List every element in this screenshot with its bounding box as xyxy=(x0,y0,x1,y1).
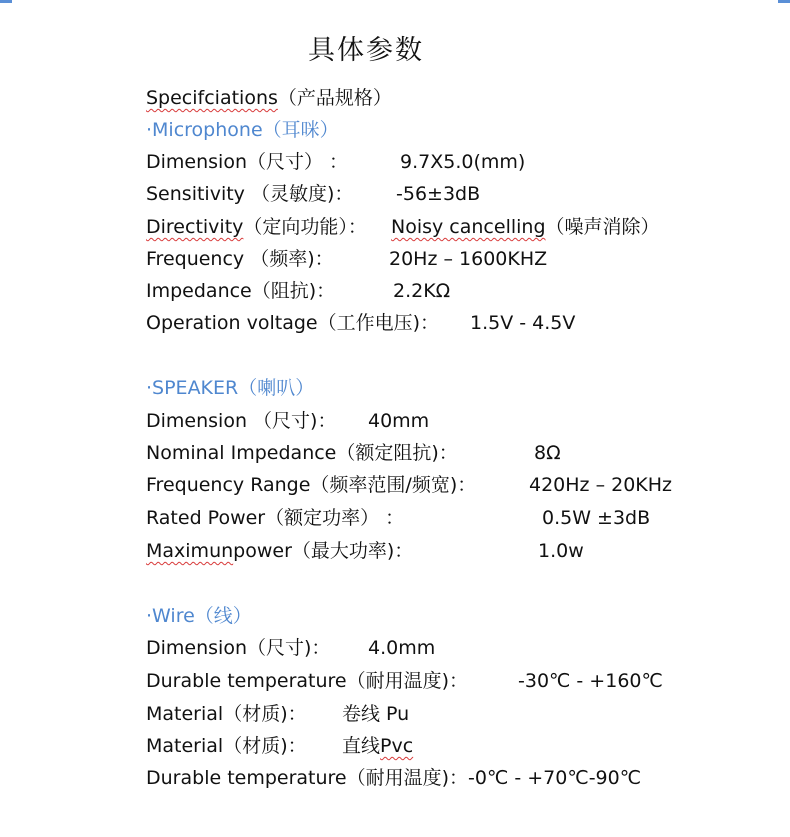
spk-rated-power-row xyxy=(146,503,651,533)
mic-sensitivity-row xyxy=(146,179,481,209)
page-title: 具体参数 xyxy=(308,35,424,66)
wire-material2-value xyxy=(342,731,413,761)
spk-dimension-value: 40mm xyxy=(368,410,430,432)
speaker-heading: ·SPEAKER（喇叭） xyxy=(146,377,315,399)
wire-temp1-value: -30℃ - +160℃ xyxy=(518,670,663,692)
spk-rated-power-value: 0.5W ±3dB xyxy=(542,507,651,529)
wire-temp2-row xyxy=(146,763,641,793)
mic-frequency-label: Frequency （频率)： xyxy=(146,248,334,270)
wire-dimension-label: Dimension（尺寸)： xyxy=(146,637,331,659)
spk-max-power-label-rest: power（最大功率)： xyxy=(233,540,414,562)
spk-frequency-row xyxy=(146,470,673,500)
mic-directivity-row xyxy=(146,212,660,242)
spec-header-zh: （产品规格） xyxy=(277,87,392,109)
mic-directivity-label-zh: （定向功能）： xyxy=(243,216,367,238)
mic-dimension-value: 9.7X5.0(mm) xyxy=(400,151,526,173)
spk-dimension-row xyxy=(146,406,430,436)
spk-max-power-label-en: Maximun xyxy=(146,540,234,562)
wire-dimension-value: 4.0mm xyxy=(368,637,436,659)
wire-temp2-value: -0℃ - +70℃-90℃ xyxy=(468,767,642,789)
top-left-corner-mark xyxy=(0,0,12,3)
mic-directivity-label-en: Directivity xyxy=(146,216,244,238)
spk-max-power-value: 1.0w xyxy=(538,540,584,562)
wire-material1-label: Material（材质)： xyxy=(146,703,307,725)
mic-voltage-value: 1.5V - 4.5V xyxy=(470,312,576,334)
mic-impedance-row xyxy=(146,276,451,306)
mic-directivity-value-zh: （噪声消除） xyxy=(545,216,660,238)
spk-rated-power-label: Rated Power（额定功率） ： xyxy=(146,507,405,529)
mic-dimension-label: Dimension（尺寸） ： xyxy=(146,151,349,173)
spk-impedance-row xyxy=(146,438,561,468)
microphone-heading: ·Microphone（耳咪） xyxy=(146,119,339,141)
wire-material2-label: Material（材质)： xyxy=(146,735,307,757)
spk-frequency-value: 420Hz – 20KHz xyxy=(529,474,673,496)
mic-impedance-value: 2.2KΩ xyxy=(393,280,451,302)
wire-material2-value-suffix: Pvc xyxy=(380,735,414,757)
mic-frequency-row xyxy=(146,244,548,274)
spk-dimension-label: Dimension （尺寸)： xyxy=(146,410,337,432)
wire-temp1-row xyxy=(146,666,663,696)
spk-max-power-row xyxy=(146,536,584,566)
wire-heading: ·Wire（线） xyxy=(146,605,252,627)
mic-directivity-value-en: Noisy cancelling xyxy=(391,216,546,238)
spec-header xyxy=(146,83,392,113)
spk-impedance-label: Nominal Impedance（额定阻抗)： xyxy=(146,442,458,464)
wire-material2-row xyxy=(146,731,414,761)
mic-sensitivity-label: Sensitivity （灵敏度)： xyxy=(146,183,354,205)
mic-sensitivity-value: -56±3dB xyxy=(396,183,481,205)
wire-material1-value: 卷线 Pu xyxy=(342,703,410,725)
spec-header-en: Specifciations xyxy=(146,87,278,109)
mic-voltage-row xyxy=(146,308,576,338)
wire-dimension-row xyxy=(146,633,436,663)
mic-frequency-value: 20Hz – 1600KHZ xyxy=(389,248,548,270)
mic-directivity-value xyxy=(391,212,660,242)
mic-dimension-row xyxy=(146,147,526,177)
spk-impedance-value: 8Ω xyxy=(534,442,561,464)
wire-temp2-label: Durable temperature（耐用温度)： xyxy=(146,767,469,789)
wire-material1-row xyxy=(146,699,410,729)
wire-material2-value-prefix: 直线 xyxy=(342,735,381,757)
wire-temp1-label: Durable temperature（耐用温度)： xyxy=(146,670,469,692)
top-right-corner-mark xyxy=(778,0,790,3)
spk-frequency-label: Frequency Range（频率范围/频宽)： xyxy=(146,474,477,496)
mic-voltage-label: Operation voltage（工作电压)： xyxy=(146,312,439,334)
mic-impedance-label: Impedance（阻抗)： xyxy=(146,280,336,302)
